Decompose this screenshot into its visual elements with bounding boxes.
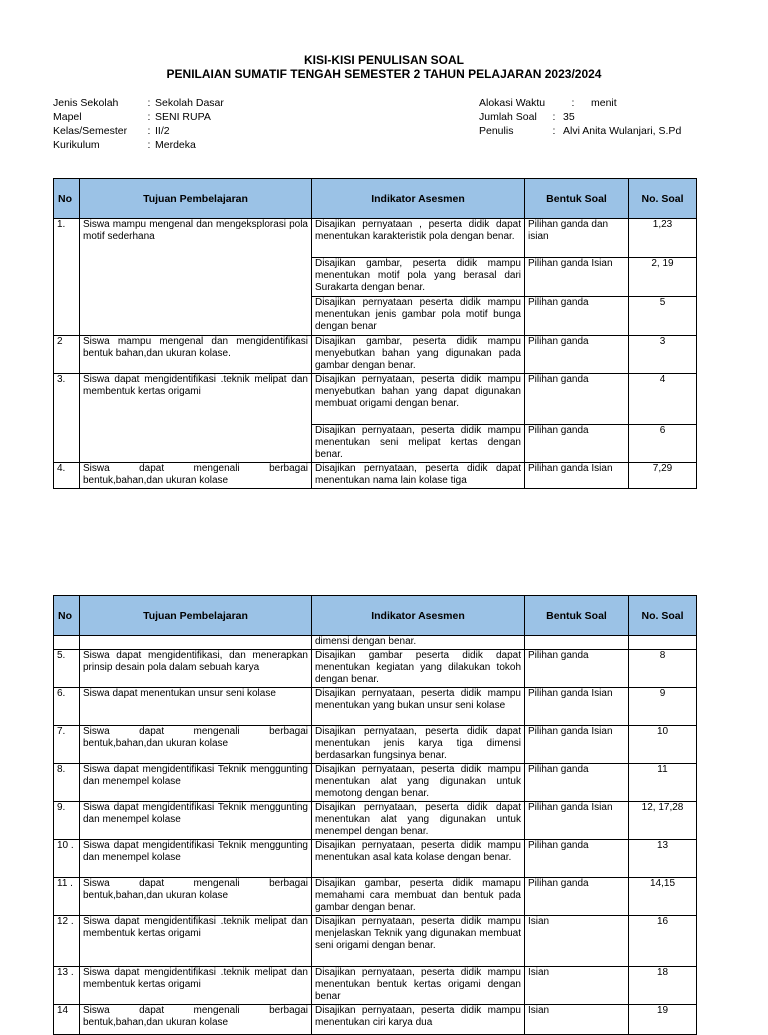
info-row — [53, 138, 224, 152]
info-separator: : — [552, 111, 556, 123]
cell-indikator: Disajikan pernyataan, peserta didik mampu menjelaskan Teknik yang digunakan membuat seni origami dengan benar. — [312, 916, 525, 967]
info-row — [53, 110, 224, 124]
info-right — [479, 96, 681, 138]
info-row — [53, 124, 224, 138]
cell-tujuan: Siswa dapat menentukan unsur seni kolase — [80, 688, 312, 726]
cell-indikator: Disajikan gambar, peserta didik mampu menentukan motif pola yang berasal dari Surakarta dengan benar. — [312, 258, 525, 297]
cell-nosoal: 13 — [629, 840, 697, 878]
info-label: Kurikulum — [53, 139, 100, 151]
cell-no: 11 . — [54, 878, 80, 916]
info-row — [479, 110, 681, 124]
cell-indikator: dimensi dengan benar. — [312, 636, 525, 650]
cell-nosoal: 8 — [629, 650, 697, 688]
cell-tujuan: Siswa dapat mengidentifikasi, dan menerapkan prinsip desain pola dalam sebuah karya — [80, 650, 312, 688]
cell-bentuk: Pilihan ganda Isian — [525, 802, 629, 840]
cell-no: 9. — [54, 802, 80, 840]
cell-nosoal: 18 — [629, 967, 697, 1005]
table-row — [54, 1005, 697, 1035]
table-row — [54, 916, 697, 967]
cell-nosoal: 11 — [629, 764, 697, 802]
info-separator: : — [147, 125, 151, 137]
cell-nosoal: 7,29 — [629, 463, 697, 489]
cell-bentuk: Pilihan ganda — [525, 336, 629, 374]
cell-nosoal: 16 — [629, 916, 697, 967]
cell-bentuk: Pilihan ganda Isian — [525, 258, 629, 297]
cell-nosoal: 10 — [629, 726, 697, 764]
cell-bentuk: Pilihan ganda — [525, 425, 629, 463]
info-label: Penulis — [479, 125, 514, 137]
header-bentuk: Bentuk Soal — [525, 179, 629, 219]
table-header-row — [54, 596, 697, 636]
cell-bentuk: Pilihan ganda — [525, 297, 629, 336]
cell-tujuan: Siswa dapat mengidentifikasi .teknik melipat dan membentuk kertas origami — [80, 374, 312, 463]
cell-no: 2 — [54, 336, 80, 374]
cell-bentuk: Pilihan ganda — [525, 840, 629, 878]
cell-no: 13 . — [54, 967, 80, 1005]
cell-tujuan: Siswa mampu mengenal dan mengeksplorasi pola motif sederhana — [80, 219, 312, 336]
cell-bentuk: Isian — [525, 916, 629, 967]
header-nosoal: No. Soal — [629, 596, 697, 636]
table-row — [54, 802, 697, 840]
cell-tujuan: Siswa mampu mengenal dan mengidentifikasi bentuk bahan,dan ukuran kolase. — [80, 336, 312, 374]
cell-nosoal: 2, 19 — [629, 258, 697, 297]
table-row — [54, 688, 697, 726]
cell-indikator: Disajikan pernyataan, peserta didik mampu menentukan yang bukan unsur seni kolase — [312, 688, 525, 726]
info-separator: : — [147, 97, 151, 109]
table-row — [54, 374, 697, 425]
cell-bentuk: Pilihan ganda dan isian — [525, 219, 629, 258]
table-body — [54, 219, 697, 489]
info-label: Jumlah Soal — [479, 111, 537, 123]
info-row — [53, 96, 224, 110]
cell-indikator: Disajikan pernyataan, peserta didik dapat menentukan alat yang digunakan untuk menempel dengan benar. — [312, 802, 525, 840]
info-separator: : — [147, 139, 151, 151]
info-value: Merdeka — [155, 139, 196, 151]
cell-nosoal: 19 — [629, 1005, 697, 1035]
header-tujuan: Tujuan Pembelajaran — [80, 179, 312, 219]
cell-indikator: Disajikan pernyataan, peserta didik dapat menentukan nama lain kolase tiga — [312, 463, 525, 489]
cell-tujuan: Siswa dapat mengidentifikasi .teknik melipat dan membentuk kertas origami — [80, 967, 312, 1005]
info-separator: : — [552, 125, 556, 137]
cell-no: 14 — [54, 1005, 80, 1035]
cell-nosoal: 5 — [629, 297, 697, 336]
header-no: No — [54, 596, 80, 636]
cell-no: 3. — [54, 374, 80, 463]
cell-nosoal — [629, 636, 697, 650]
info-value: 35 — [563, 111, 575, 123]
cell-indikator: Disajikan pernyataan, peserta didik mampu menentukan alat yang digunakan untuk memotong dengan benar. — [312, 764, 525, 802]
cell-bentuk: Pilihan ganda Isian — [525, 463, 629, 489]
cell-nosoal: 12, 17,28 — [629, 802, 697, 840]
cell-tujuan: Siswa dapat mengidentifikasi Teknik menggunting dan menempel kolase — [80, 802, 312, 840]
cell-tujuan: Siswa dapat mengenali berbagai bentuk,bahan,dan ukuran kolase — [80, 878, 312, 916]
header-bentuk: Bentuk Soal — [525, 596, 629, 636]
cell-no — [54, 636, 80, 650]
cell-bentuk: Pilihan ganda Isian — [525, 726, 629, 764]
kisi-kisi-table-page1 — [53, 178, 697, 489]
cell-indikator: Disajikan gambar, peserta didik mamapu memahami cara membuat dan bentuk pada gambar dengan benar. — [312, 878, 525, 916]
header-no: No — [54, 179, 80, 219]
info-left — [53, 96, 224, 152]
table-body — [54, 636, 697, 1035]
cell-tujuan: Siswa dapat mengenali berbagai bentuk,bahan,dan ukuran kolase — [80, 726, 312, 764]
cell-indikator: Disajikan pernyataan , peserta didik dapat menentukan karakteristik pola dengan benar. — [312, 219, 525, 258]
cell-nosoal: 6 — [629, 425, 697, 463]
info-label: Kelas/Semester — [53, 125, 128, 137]
cell-no: 5. — [54, 650, 80, 688]
cell-no: 7. — [54, 726, 80, 764]
info-value: menit — [591, 97, 617, 109]
cell-indikator: Disajikan pernyataan, peserta didik mampu menentukan asal kata kolase dengan benar. — [312, 840, 525, 878]
info-value: Alvi Anita Wulanjari, S.Pd — [563, 125, 682, 137]
cell-bentuk — [525, 636, 629, 650]
cell-bentuk: Pilihan ganda Isian — [525, 688, 629, 726]
header-tujuan: Tujuan Pembelajaran — [80, 596, 312, 636]
cell-indikator: Disajikan gambar, peserta didik mampu menyebutkan bahan yang digunakan pada gambar dengan benar. — [312, 336, 525, 374]
table-row — [54, 636, 697, 650]
info-row — [479, 96, 681, 110]
cell-bentuk: Pilihan ganda — [525, 374, 629, 425]
cell-no: 4. — [54, 463, 80, 489]
cell-bentuk: Isian — [525, 1005, 629, 1035]
cell-nosoal: 3 — [629, 336, 697, 374]
cell-nosoal: 14,15 — [629, 878, 697, 916]
table-row — [54, 650, 697, 688]
cell-no: 10 . — [54, 840, 80, 878]
cell-nosoal: 1,23 — [629, 219, 697, 258]
cell-no: 6. — [54, 688, 80, 726]
cell-bentuk: Pilihan ganda — [525, 764, 629, 802]
header-indikator: Indikator Asesmen — [312, 179, 525, 219]
cell-indikator: Disajikan pernyataan peserta didik mampu menentukan jenis gambar pola motif bunga dengan benar — [312, 297, 525, 336]
table-row — [54, 878, 697, 916]
cell-indikator: Disajikan pernyataan, peserta didik mampu menyebutkan bahan yang dapat digunakan membuat origami dengan benar. — [312, 374, 525, 425]
cell-indikator: Disajikan pernyataan, peserta didik mampu menentukan bentuk kertas origami dengan benar — [312, 967, 525, 1005]
cell-bentuk: Pilihan ganda — [525, 878, 629, 916]
info-separator: : — [147, 111, 151, 123]
document-title: KISI-KISI PENULISAN SOAL — [303, 53, 464, 67]
cell-tujuan: Siswa dapat mengenali berbagai bentuk,bahan,dan ukuran kolase — [80, 463, 312, 489]
info-label: Jenis Sekolah — [53, 97, 119, 109]
table-row — [54, 840, 697, 878]
info-separator: : — [571, 97, 575, 109]
table-row — [54, 336, 697, 374]
table-header-row — [54, 179, 697, 219]
info-value: II/2 — [155, 125, 170, 137]
cell-no: 12 . — [54, 916, 80, 967]
cell-indikator: Disajikan gambar peserta didik dapat menentukan kegiatan yang dilakukan tokoh dengan benar. — [312, 650, 525, 688]
cell-bentuk: Pilihan ganda — [525, 650, 629, 688]
info-label: Alokasi Waktu — [479, 97, 546, 109]
cell-indikator: Disajikan pernyataan, peserta didik mampu menentukan ciri karya dua — [312, 1005, 525, 1035]
cell-indikator: Disajikan pernyataan, peserta didik dapat menentukan jenis karya tiga dimensi berdasarkan fungsinya benar. — [312, 726, 525, 764]
cell-tujuan: Siswa dapat mengenali berbagai bentuk,bahan,dan ukuran kolase — [80, 1005, 312, 1035]
cell-no: 1. — [54, 219, 80, 336]
info-value: Sekolah Dasar — [155, 97, 224, 109]
info-label: Mapel — [53, 111, 82, 123]
cell-tujuan: Siswa dapat mengidentifikasi Teknik menggunting dan menempel kolase — [80, 764, 312, 802]
cell-indikator: Disajikan pernyataan, peserta didik mampu menentukan seni melipat kertas dengan benar. — [312, 425, 525, 463]
cell-no: 8. — [54, 764, 80, 802]
cell-tujuan: Siswa dapat mengidentifikasi Teknik menggunting dan menempel kolase — [80, 840, 312, 878]
table-row — [54, 967, 697, 1005]
cell-bentuk: Isian — [525, 967, 629, 1005]
document-subtitle: PENILAIAN SUMATIF TENGAH SEMESTER 2 TAHUN PELAJARAN 2023/2024 — [166, 67, 602, 81]
table-row — [54, 219, 697, 258]
table-row — [54, 463, 697, 489]
table-row — [54, 764, 697, 802]
header-nosoal: No. Soal — [629, 179, 697, 219]
cell-nosoal: 4 — [629, 374, 697, 425]
table-row — [54, 726, 697, 764]
header-indikator: Indikator Asesmen — [312, 596, 525, 636]
info-value: SENI RUPA — [155, 111, 211, 123]
kisi-kisi-table-page2 — [53, 595, 697, 1035]
cell-tujuan: Siswa dapat mengidentifikasi .teknik melipat dan membentuk kertas origami — [80, 916, 312, 967]
cell-nosoal: 9 — [629, 688, 697, 726]
cell-tujuan — [80, 636, 312, 650]
info-row — [479, 124, 681, 138]
